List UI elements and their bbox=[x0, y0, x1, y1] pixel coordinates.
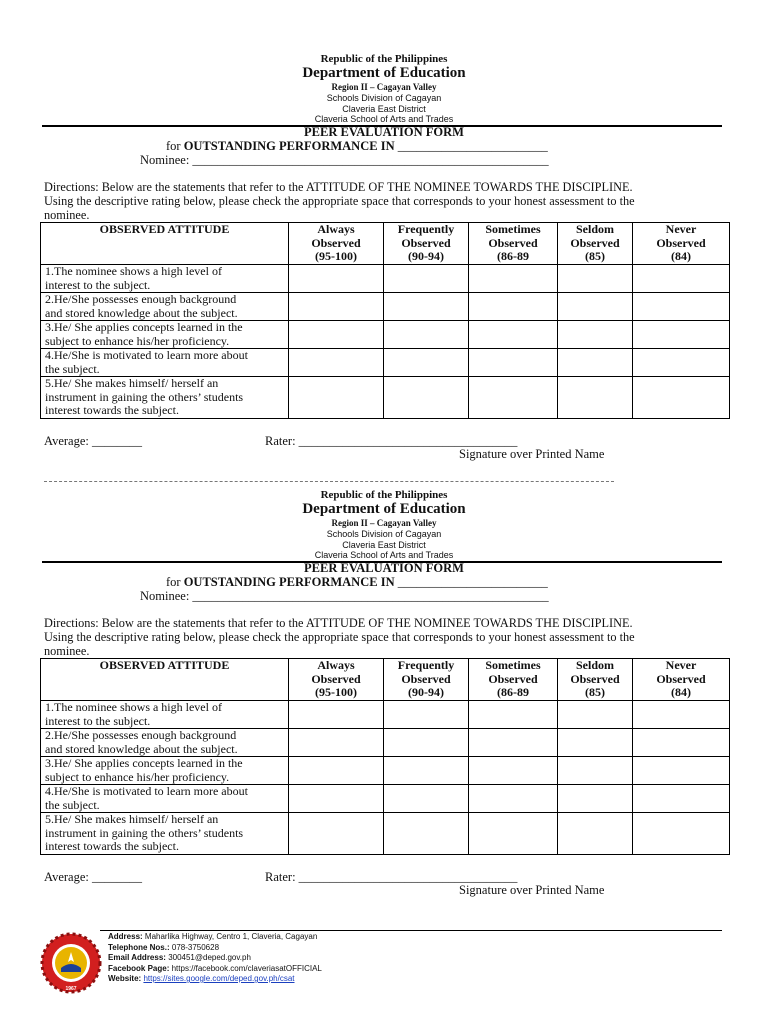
average-blank[interactable]: ________ bbox=[92, 870, 143, 884]
region-text: Region II – Cagayan Valley bbox=[331, 518, 437, 528]
rating-cell[interactable] bbox=[558, 265, 633, 293]
rating-cell[interactable] bbox=[558, 349, 633, 377]
rating-cell[interactable] bbox=[558, 757, 633, 785]
table-row bbox=[41, 785, 730, 813]
table-row bbox=[41, 377, 730, 419]
nominee-line bbox=[140, 153, 549, 168]
form-title: PEER EVALUATION FORM bbox=[304, 561, 464, 575]
statement-cell: 4.He/She is motivated to learn more about the subject. bbox=[41, 785, 289, 813]
average-line bbox=[44, 870, 142, 885]
rating-cell[interactable] bbox=[633, 785, 730, 813]
directions-line-2: Using the descriptive rating below, please check the appropriate space that corresponds to your honest assessment to the bbox=[44, 630, 635, 644]
table-row bbox=[41, 293, 730, 321]
department-title: Department of Education bbox=[302, 501, 466, 517]
nominee-line bbox=[140, 589, 549, 604]
average-label: Average: bbox=[44, 434, 89, 448]
seal-year: 1967 bbox=[65, 986, 77, 992]
column-header-always: Always Observed (95-100) bbox=[289, 659, 384, 701]
statement-cell: 3.He/ She applies concepts learned in the subject to enhance his/her proficiency. bbox=[41, 757, 289, 785]
directions-line-3: nominee. bbox=[44, 208, 90, 222]
rating-cell[interactable] bbox=[469, 377, 558, 419]
performance-label: OUTSTANDING PERFORMANCE IN bbox=[183, 575, 395, 589]
signature-caption: Signature over Printed Name bbox=[459, 883, 605, 897]
average-label: Average: bbox=[44, 870, 89, 884]
column-header-never: Never Observed (84) bbox=[633, 223, 730, 265]
email-line: Email Address: 300451@deped.gov.ph bbox=[108, 953, 251, 962]
table-header-row bbox=[41, 223, 730, 265]
rating-cell[interactable] bbox=[633, 813, 730, 855]
website-line: Website: https://sites.google.com/deped.gov.ph/csat bbox=[108, 974, 295, 983]
school-text: Claveria School of Arts and Trades bbox=[314, 550, 454, 560]
statement-cell: 2.He/She possesses enough background and stored knowledge about the subject. bbox=[41, 729, 289, 757]
table-row bbox=[41, 349, 730, 377]
contact-block bbox=[108, 932, 322, 985]
rating-cell[interactable] bbox=[469, 293, 558, 321]
column-header-never: Never Observed (84) bbox=[633, 659, 730, 701]
performance-line bbox=[166, 139, 548, 154]
directions bbox=[44, 616, 635, 658]
rater-blank[interactable]: ___________________________________ bbox=[298, 434, 518, 448]
rating-cell[interactable] bbox=[289, 785, 384, 813]
division-text: Schools Division of Cagayan bbox=[326, 93, 442, 103]
rating-cell[interactable] bbox=[469, 349, 558, 377]
performance-line bbox=[166, 575, 548, 590]
column-header-seldom: Seldom Observed (85) bbox=[558, 659, 633, 701]
rater-label: Rater: bbox=[265, 870, 296, 884]
rating-cell[interactable] bbox=[558, 785, 633, 813]
evaluation-form-1 bbox=[0, 0, 768, 461]
rating-cell[interactable] bbox=[289, 349, 384, 377]
observed-attitude-header: OBSERVED ATTITUDE bbox=[41, 659, 289, 701]
rating-cell[interactable] bbox=[633, 321, 730, 349]
rating-cell[interactable] bbox=[558, 377, 633, 419]
rating-cell[interactable] bbox=[384, 701, 469, 729]
rating-cell[interactable] bbox=[558, 293, 633, 321]
district-text: Claveria East District bbox=[342, 540, 426, 550]
rating-cell[interactable] bbox=[384, 265, 469, 293]
rating-cell[interactable] bbox=[633, 349, 730, 377]
column-header-frequently: Frequently Observed (90-94) bbox=[384, 659, 469, 701]
region-text: Region II – Cagayan Valley bbox=[331, 82, 437, 92]
directions-line-2: Using the descriptive rating below, please check the appropriate space that corresponds to your honest assessment to the bbox=[44, 194, 635, 208]
directions-line-1: Directions: Below are the statements that refer to the ATTITUDE OF THE NOMINEE TOWARDS THE DISCIPLINE. bbox=[44, 616, 633, 630]
statement-cell: 1.The nominee shows a high level of interest to the subject. bbox=[41, 701, 289, 729]
directions-line-1: Directions: Below are the statements that refer to the ATTITUDE OF THE NOMINEE TOWARDS THE DISCIPLINE. bbox=[44, 180, 633, 194]
website-link[interactable]: https://sites.google.com/deped.gov.ph/csat bbox=[143, 974, 295, 983]
statement-cell: 2.He/She possesses enough background and stored knowledge about the subject. bbox=[41, 293, 289, 321]
rating-cell[interactable] bbox=[633, 729, 730, 757]
column-header-sometimes: Sometimes Observed (86-89 bbox=[469, 223, 558, 265]
rating-cell[interactable] bbox=[469, 729, 558, 757]
district-text: Claveria East District bbox=[342, 104, 426, 114]
rating-cell[interactable] bbox=[289, 701, 384, 729]
rating-cell[interactable] bbox=[469, 265, 558, 293]
rating-cell[interactable] bbox=[289, 757, 384, 785]
directions-line-3: nominee. bbox=[44, 644, 90, 658]
rating-cell[interactable] bbox=[633, 265, 730, 293]
rating-cell[interactable] bbox=[633, 757, 730, 785]
rating-cell[interactable] bbox=[633, 377, 730, 419]
rating-cell[interactable] bbox=[469, 813, 558, 855]
for-prefix: for bbox=[166, 139, 181, 153]
rating-cell[interactable] bbox=[633, 293, 730, 321]
rating-cell[interactable] bbox=[558, 321, 633, 349]
column-header-seldom: Seldom Observed (85) bbox=[558, 223, 633, 265]
table-row bbox=[41, 813, 730, 855]
rating-cell[interactable] bbox=[384, 757, 469, 785]
evaluation-form-2 bbox=[0, 436, 768, 897]
statement-cell: 4.He/She is motivated to learn more about the subject. bbox=[41, 349, 289, 377]
rating-cell[interactable] bbox=[289, 293, 384, 321]
rater-label: Rater: bbox=[265, 434, 296, 448]
rating-cell[interactable] bbox=[384, 349, 469, 377]
performance-label: OUTSTANDING PERFORMANCE IN bbox=[183, 139, 395, 153]
rating-cell[interactable] bbox=[469, 757, 558, 785]
nominee-blank[interactable]: _________________________________________________________ bbox=[192, 589, 549, 603]
rating-cell[interactable] bbox=[289, 729, 384, 757]
attitude-table bbox=[40, 222, 730, 419]
school-seal-icon bbox=[40, 932, 102, 994]
performance-blank[interactable]: ________________________ bbox=[397, 575, 548, 589]
table-row bbox=[41, 757, 730, 785]
column-header-always: Always Observed (95-100) bbox=[289, 223, 384, 265]
rating-cell[interactable] bbox=[289, 813, 384, 855]
division-text: Schools Division of Cagayan bbox=[326, 529, 442, 539]
observed-attitude-header: OBSERVED ATTITUDE bbox=[41, 223, 289, 265]
rating-cell[interactable] bbox=[384, 785, 469, 813]
nominee-blank[interactable]: _________________________________________________________ bbox=[192, 153, 549, 167]
attitude-table bbox=[40, 658, 730, 855]
rating-cell[interactable] bbox=[289, 321, 384, 349]
column-header-sometimes: Sometimes Observed (86-89 bbox=[469, 659, 558, 701]
rating-cell[interactable] bbox=[558, 729, 633, 757]
republic-text: Republic of the Philippines bbox=[320, 489, 448, 501]
signature-caption: Signature over Printed Name bbox=[459, 447, 605, 461]
republic-text: Republic of the Philippines bbox=[320, 53, 448, 65]
form-title: PEER EVALUATION FORM bbox=[304, 125, 464, 139]
rating-cell[interactable] bbox=[633, 701, 730, 729]
rating-cell[interactable] bbox=[384, 377, 469, 419]
table-row bbox=[41, 729, 730, 757]
nominee-label: Nominee: bbox=[140, 589, 190, 603]
table-header-row bbox=[41, 659, 730, 701]
column-header-frequently: Frequently Observed (90-94) bbox=[384, 223, 469, 265]
rating-cell[interactable] bbox=[469, 785, 558, 813]
performance-blank[interactable]: ________________________ bbox=[397, 139, 548, 153]
footer-divider bbox=[100, 930, 722, 931]
table-row bbox=[41, 701, 730, 729]
department-title: Department of Education bbox=[302, 65, 466, 81]
rating-cell[interactable] bbox=[558, 701, 633, 729]
rating-cell[interactable] bbox=[384, 321, 469, 349]
rating-cell[interactable] bbox=[289, 265, 384, 293]
average-blank[interactable]: ________ bbox=[92, 434, 143, 448]
seal-inner-field bbox=[55, 947, 87, 979]
rating-cell[interactable] bbox=[384, 293, 469, 321]
directions bbox=[44, 180, 635, 222]
rating-cell[interactable] bbox=[469, 321, 558, 349]
rater-blank[interactable]: ___________________________________ bbox=[298, 870, 518, 884]
school-text: Claveria School of Arts and Trades bbox=[314, 114, 454, 124]
statement-cell: 3.He/ She applies concepts learned in the subject to enhance his/her proficiency. bbox=[41, 321, 289, 349]
nominee-label: Nominee: bbox=[140, 153, 190, 167]
table-row bbox=[41, 321, 730, 349]
for-prefix: for bbox=[166, 575, 181, 589]
rating-cell[interactable] bbox=[384, 813, 469, 855]
rating-cell[interactable] bbox=[384, 729, 469, 757]
facebook-line: Facebook Page: https://facebook.com/claveriasatOFFICIAL bbox=[108, 963, 322, 973]
telephone-line: Telephone Nos.: 078-3750628 bbox=[108, 942, 220, 952]
address-line: Address: Maharlika Highway, Centro 1, Claveria, Cagayan bbox=[108, 932, 318, 941]
statement-cell: 1.The nominee shows a high level of interest to the subject. bbox=[41, 265, 289, 293]
rating-cell[interactable] bbox=[469, 701, 558, 729]
rating-cell[interactable] bbox=[289, 377, 384, 419]
statement-cell: 5.He/ She makes himself/ herself an instrument in gaining the others’ students interest towards the subject. bbox=[41, 813, 289, 855]
table-row bbox=[41, 265, 730, 293]
rating-cell[interactable] bbox=[558, 813, 633, 855]
statement-cell: 5.He/ She makes himself/ herself an instrument in gaining the others’ students interest towards the subject. bbox=[41, 377, 289, 419]
